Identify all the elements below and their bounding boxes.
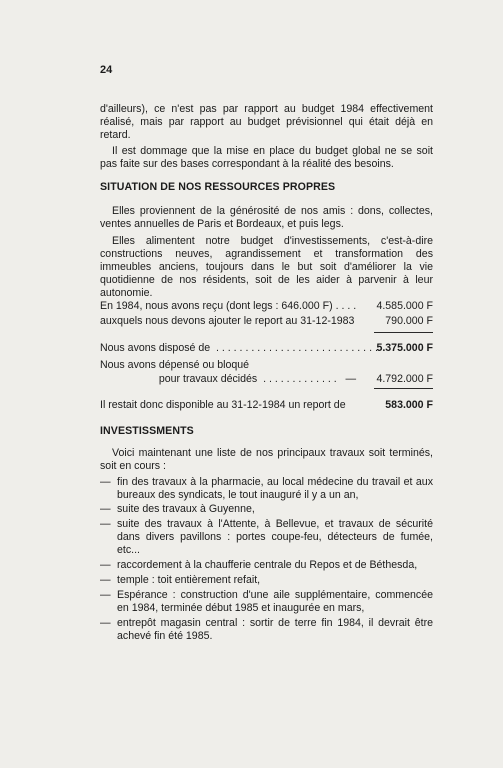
- list-item-text: Espérance : construction d'une aile supplémentaire, commencée en 1984, terminée début 1985 et inaugurée en mars,: [117, 589, 433, 615]
- list-item-text: raccordement à la chaufferie centrale du Repos et de Béthesda,: [117, 559, 418, 571]
- dash-marker: —: [100, 503, 111, 515]
- row-amount: 4.585.000 F: [376, 300, 433, 312]
- list-item: [100, 574, 433, 587]
- list-item: [100, 518, 433, 557]
- intro-paragraph-1: d'ailleurs), ce n'est pas par rapport au budget 1984 effectivement réalisé, mais par rapport au budget prévisionnel qui était déjà en retard.: [100, 103, 433, 142]
- list-item: [100, 559, 433, 572]
- budget-row-depense: [100, 358, 433, 372]
- row-amount: 5.375.000 F: [376, 342, 433, 354]
- list-item-text: fin des travaux à la pharmacie, au local médecine du travail et aux bureaux des syndicats, le tout inauguré il y a un an,: [117, 476, 433, 502]
- dash-marker: —: [100, 574, 111, 586]
- ressources-paragraph-2: Elles alimentent notre budget d'investissements, c'est-à-dire constructions neuves, agrandissement et transformation des immeubles anciens, toujours dans le but soit d'améliorer la vie quotidienne de nos résidents, soit de les aider à parvenir à leur autonomie.: [100, 235, 433, 300]
- dash-marker: —: [100, 476, 111, 488]
- row-label: auxquels nous devons ajouter le report au 31-12-1983: [100, 315, 355, 327]
- row-label: Nous avons dépensé ou bloqué: [100, 359, 250, 371]
- budget-row-travaux: [100, 372, 433, 386]
- dash-marker: —: [100, 518, 111, 530]
- list-item: [100, 476, 433, 502]
- list-item-text: suite des travaux à l'Attente, à Bellevue, et travaux de sécurité dans divers pavillons : portes coupe-feu, détecteurs de fumée, etc...: [117, 518, 433, 557]
- sum-rule: [374, 332, 433, 333]
- budget-row-report-1983: [100, 314, 433, 328]
- intro-paragraph-2: Il est dommage que la mise en place du budget global ne se soit pas faite sur des bases correspondant à la réalité des besoins.: [100, 145, 433, 171]
- list-item-text: temple : toit entièrement refait,: [117, 574, 261, 586]
- dash-marker: —: [100, 589, 111, 601]
- dash-marker: —: [100, 559, 111, 571]
- ressources-paragraph-1: Elles proviennent de la générosité de nos amis : dons, collectes, ventes annuelles de Paris et Bordeaux, et puis legs.: [100, 205, 433, 231]
- list-item: [100, 503, 433, 516]
- list-item-text: entrepôt magasin central : sortir de terre fin 1984, il devrait être achevé fin été 1985.: [117, 617, 433, 643]
- section-heading-ressources: SITUATION DE NOS RESSOURCES PROPRES: [100, 181, 336, 193]
- budget-row-disponible: [100, 398, 433, 412]
- row-amount: 583.000 F: [385, 399, 433, 411]
- dash-marker: —: [100, 617, 111, 629]
- list-item: [100, 589, 433, 615]
- investissements-intro: Voici maintenant une liste de nos principaux travaux soit terminés, soit en cours :: [100, 447, 433, 473]
- row-label: pour travaux décidés . . . . . . . . . . . . . —: [100, 373, 357, 385]
- row-amount: 790.000 F: [385, 315, 433, 327]
- section-heading-investissements: INVESTISSMENTS: [100, 425, 194, 437]
- list-item-text: suite des travaux à Guyenne,: [117, 503, 255, 515]
- difference-rule: [374, 388, 433, 389]
- row-label: En 1984, nous avons reçu (dont legs : 646.000 F) . . . .: [100, 300, 357, 312]
- row-label: Il restait donc disponible au 31-12-1984 un report de: [100, 399, 346, 411]
- page-number: 24: [100, 64, 113, 76]
- row-amount: 4.792.000 F: [376, 373, 433, 385]
- row-label: Nous avons disposé de . . . . . . . . . . . . . . . . . . . . . . . . . . . .: [100, 342, 378, 354]
- budget-row-dispose: [100, 341, 433, 355]
- budget-row-recu: [100, 299, 433, 313]
- list-item: [100, 617, 433, 643]
